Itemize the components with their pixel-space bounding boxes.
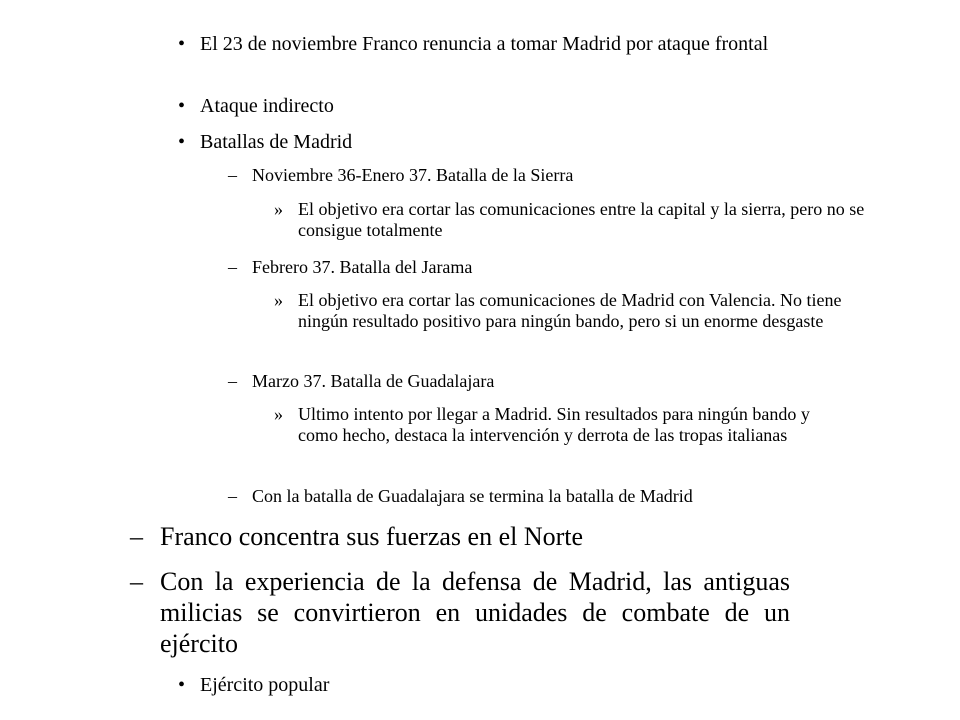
bullet-text: Ataque indirecto	[200, 95, 334, 117]
dash-item	[228, 371, 878, 392]
big-dash-marker: –	[130, 567, 143, 596]
bullet-text: El 23 de noviembre Franco renuncia a tomar Madrid por ataque frontal	[200, 33, 769, 55]
bullet-marker: •	[178, 33, 186, 55]
dash-text: Marzo 37. Batalla de Guadalajara	[252, 371, 495, 391]
dash-item	[228, 257, 878, 278]
big-dash-marker: –	[130, 522, 143, 551]
dash-marker: –	[228, 486, 237, 506]
dash-item	[228, 165, 878, 186]
arrow-marker: »	[274, 290, 283, 310]
big-dash-text: Franco concentra sus fuerzas en el Norte	[160, 522, 584, 551]
arrow-item	[274, 404, 850, 446]
big-dash-text: Con la experiencia de la defensa de Madrid, las antiguas milicias se convirtieron en unidades de combate de un ejército	[160, 567, 790, 658]
bullet-item	[178, 95, 882, 118]
bullet-text: Batallas de Madrid	[200, 131, 353, 153]
arrow-text: El objetivo era cortar las comunicaciones de Madrid con Valencia. No tiene ningún resultado positivo para ningún bando, pero si un enorme desgaste	[298, 290, 842, 331]
bullet-text: Ejército popular	[200, 674, 330, 696]
bullet-marker: •	[178, 131, 186, 153]
bullet-item	[178, 33, 882, 56]
bullet-marker: •	[178, 674, 186, 696]
dash-marker: –	[228, 371, 237, 391]
arrow-text: El objetivo era cortar las comunicaciones entre la capital y la sierra, pero no se consigue totalmente	[298, 199, 865, 240]
arrow-marker: »	[274, 199, 283, 219]
bullet-marker: •	[178, 95, 186, 117]
dash-text: Febrero 37. Batalla del Jarama	[252, 257, 473, 277]
bullet-item	[178, 674, 882, 697]
bullet-item	[178, 131, 882, 154]
big-dash-item	[130, 521, 890, 552]
dash-marker: –	[228, 257, 237, 277]
arrow-marker: »	[274, 404, 283, 424]
dash-text: Con la batalla de Guadalajara se termina la batalla de Madrid	[252, 486, 693, 506]
arrow-text: Ultimo intento por llegar a Madrid. Sin resultados para ningún bando y como hecho, destaca la intervención y derrota de las tropas italianas	[298, 404, 810, 445]
arrow-item	[274, 199, 874, 241]
dash-item	[228, 486, 898, 507]
arrow-item	[274, 290, 850, 332]
dash-text: Noviembre 36-Enero 37. Batalla de la Sierra	[252, 165, 574, 185]
dash-marker: –	[228, 165, 237, 185]
big-dash-item	[130, 566, 790, 659]
